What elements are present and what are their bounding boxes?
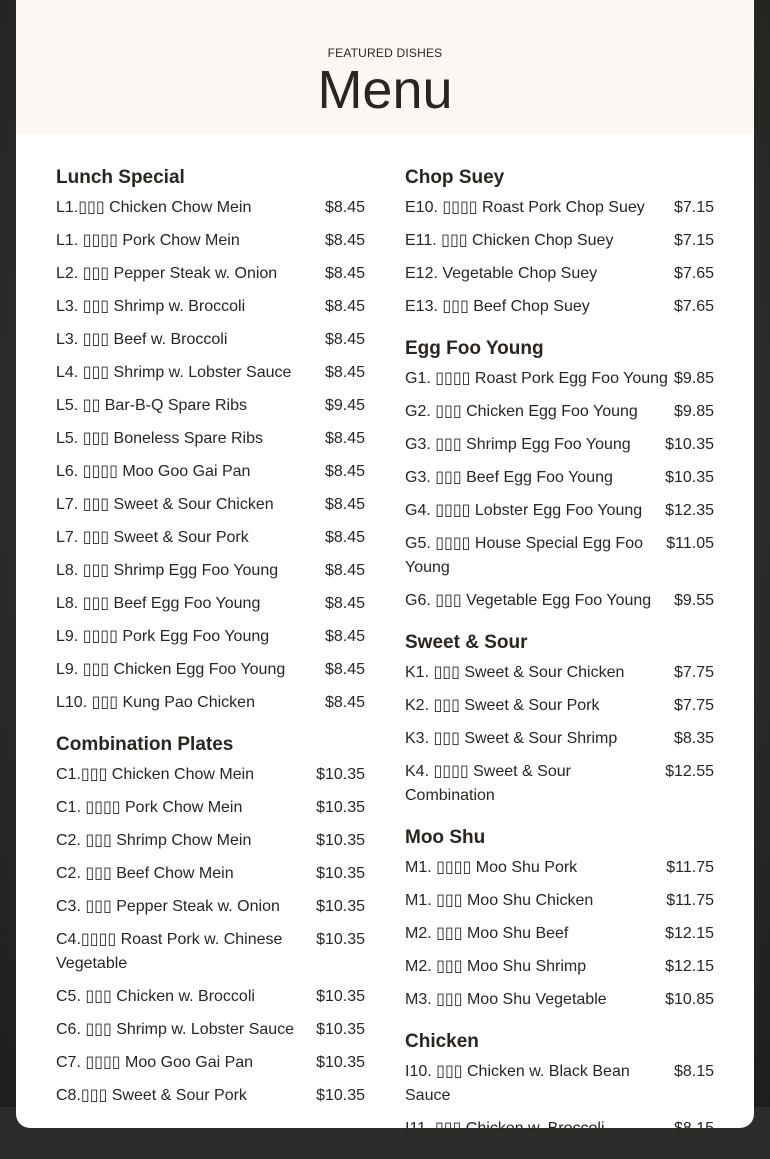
menu-item-name: M2. ▯▯▯ Moo Shu Beef [405, 925, 569, 942]
menu-item [56, 295, 365, 319]
menu-item [405, 400, 714, 424]
menu-item-name: I11. ▯▯▯ Chicken w. Broccoli [405, 1120, 605, 1137]
menu-item-name: C1.▯▯▯ Chicken Chow Mein [56, 766, 255, 783]
menu-item-price: $10.85 [665, 991, 714, 1008]
menu-item [405, 295, 714, 319]
menu-item [56, 559, 365, 583]
menu-item-price: $8.45 [324, 430, 365, 447]
menu-item-name: K2. ▯▯▯ Sweet & Sour Pork [405, 697, 600, 714]
menu-item-name: C6. ▯▯▯ Shrimp w. Lobster Sauce [56, 1021, 295, 1038]
menu-item-price: $8.45 [324, 661, 365, 678]
menu-item [405, 532, 714, 580]
menu-item-price: $10.35 [316, 1054, 365, 1071]
menu-item [56, 229, 365, 253]
menu-item-price: $10.35 [316, 1087, 365, 1104]
menu-item [56, 526, 365, 550]
menu-item [56, 895, 365, 919]
section-title: Chop Suey [405, 167, 505, 188]
menu-item [56, 763, 365, 787]
menu-item-name: G2. ▯▯▯ Chicken Egg Foo Young [405, 403, 638, 420]
menu-item-price: $8.45 [324, 199, 365, 216]
menu-item-price: $9.85 [673, 403, 714, 420]
menu-item [405, 262, 714, 286]
menu-item-name: L9. ▯▯▯ Chicken Egg Foo Young [56, 661, 286, 678]
section-title: Lunch Special [56, 167, 185, 188]
menu-item-name: C1. ▯▯▯▯ Pork Chow Mein [56, 799, 243, 816]
menu-item [56, 1084, 365, 1108]
menu-item-name: I10. ▯▯▯ Chicken w. Black Bean Sauce [405, 1063, 630, 1104]
menu-item [405, 229, 714, 253]
menu-item-price: $8.45 [324, 364, 365, 381]
menu-item-name: E11. ▯▯▯ Chicken Chop Suey [405, 232, 614, 249]
menu-item-name: L2. ▯▯▯ Pepper Steak w. Onion [56, 265, 278, 282]
menu-item-price: $7.65 [673, 298, 714, 315]
menu-item-price: $12.35 [665, 502, 714, 519]
menu-item-name: M1. ▯▯▯ Moo Shu Chicken [405, 892, 594, 909]
menu-item-name: K3. ▯▯▯ Sweet & Sour Shrimp [405, 730, 618, 747]
menu-item-price: $10.35 [316, 931, 365, 948]
menu-item [405, 589, 714, 613]
menu-item-price: $10.35 [665, 469, 714, 486]
menu-section-sweet-and-sour [405, 631, 714, 808]
menu-item-name: M2. ▯▯▯ Moo Shu Shrimp [405, 958, 587, 975]
menu-item [405, 988, 714, 1012]
menu-item-price: $8.45 [324, 265, 365, 282]
menu-item-name: L8. ▯▯▯ Beef Egg Foo Young [56, 595, 261, 612]
menu-item-name: C8.▯▯▯ Sweet & Sour Pork [56, 1087, 247, 1104]
menu-item-price: $8.45 [324, 595, 365, 612]
menu-item [56, 328, 365, 352]
menu-item [405, 922, 714, 946]
menu-item-price: $10.35 [316, 799, 365, 816]
menu-item [405, 760, 714, 808]
menu-item-name: G6. ▯▯▯ Vegetable Egg Foo Young [405, 592, 652, 609]
menu-item-name: L9. ▯▯▯▯ Pork Egg Foo Young [56, 628, 270, 645]
menu-item-name: E12. Vegetable Chop Suey [405, 265, 598, 282]
menu-item [56, 796, 365, 820]
menu-item-price: $10.35 [316, 766, 365, 783]
menu-item [56, 862, 365, 886]
menu-item-price: $10.35 [316, 832, 365, 849]
menu-item-name: L4. ▯▯▯ Shrimp w. Lobster Sauce [56, 364, 292, 381]
menu-item [56, 829, 365, 853]
menu-item [56, 394, 365, 418]
menu-item-price: $10.35 [665, 436, 714, 453]
menu-item [405, 1117, 714, 1141]
menu-item [405, 955, 714, 979]
menu-item-price: $8.15 [673, 1063, 714, 1080]
menu-item-name: C4.▯▯▯▯ Roast Pork w. Chinese Vegetable [56, 931, 283, 972]
page-title: Menu [317, 60, 453, 120]
menu-item [405, 466, 714, 490]
menu-item-price: $12.15 [665, 958, 714, 975]
menu-column-left [56, 166, 365, 1126]
menu-item-name: C5. ▯▯▯ Chicken w. Broccoli [56, 988, 255, 1005]
menu-item-price: $8.45 [324, 496, 365, 513]
menu-item-name: L1. ▯▯▯▯ Pork Chow Mein [56, 232, 240, 249]
menu-item [405, 856, 714, 880]
menu-item [405, 499, 714, 523]
menu-section-moo-shu [405, 826, 714, 1012]
menu-item-price: $8.45 [324, 562, 365, 579]
menu-item-price: $7.65 [673, 265, 714, 282]
menu-item-name: G3. ▯▯▯ Beef Egg Foo Young [405, 469, 613, 486]
menu-item-name: G5. ▯▯▯▯ House Special Egg Foo Young [405, 535, 643, 576]
menu-item-price: $8.45 [324, 529, 365, 546]
menu-item-price: $11.75 [666, 859, 714, 876]
menu-item [56, 1051, 365, 1075]
menu-item-name: E13. ▯▯▯ Beef Chop Suey [405, 298, 590, 315]
menu-item-name: G4. ▯▯▯▯ Lobster Egg Foo Young [405, 502, 643, 519]
menu-section-chop-suey [405, 166, 714, 319]
menu-item-name: K4. ▯▯▯▯ Sweet & Sour Combination [405, 763, 571, 804]
menu-item-name: L10. ▯▯▯ Kung Pao Chicken [56, 694, 255, 711]
menu-item-name: C2. ▯▯▯ Beef Chow Mein [56, 865, 234, 882]
menu-item-name: L1.▯▯▯ Chicken Chow Mein [56, 199, 252, 216]
menu-item [56, 493, 365, 517]
menu-item-price: $8.45 [324, 298, 365, 315]
menu-item-price: $11.75 [666, 892, 714, 909]
menu-item-price: $8.45 [324, 331, 365, 348]
menu-item [405, 661, 714, 685]
menu-card [16, 0, 754, 1137]
menu-item-name: G1. ▯▯▯▯ Roast Pork Egg Foo Young [405, 370, 668, 387]
menu-item-price: $8.45 [324, 694, 365, 711]
menu-item-name: L3. ▯▯▯ Shrimp w. Broccoli [56, 298, 246, 315]
menu-item-price: $11.05 [666, 535, 714, 552]
menu-item-name: L5. ▯▯▯ Boneless Spare Ribs [56, 430, 263, 447]
menu-item-price: $10.35 [316, 988, 365, 1005]
menu-section-lunch-special [56, 166, 365, 715]
menu-item [405, 196, 714, 220]
menu-item [56, 196, 365, 220]
menu-item-name: L7. ▯▯▯ Sweet & Sour Chicken [56, 496, 274, 513]
menu-item-price: $7.15 [673, 232, 714, 249]
menu-item-price: $12.55 [665, 763, 714, 780]
section-title: Moo Shu [405, 827, 486, 848]
menu-item [405, 433, 714, 457]
menu-item [56, 658, 365, 682]
menu-item-price: $9.85 [673, 370, 714, 387]
menu-item [405, 1060, 714, 1108]
menu-item-price: $12.15 [665, 925, 714, 942]
section-title: Sweet & Sour [405, 632, 528, 653]
menu-item-name: C7. ▯▯▯▯ Moo Goo Gai Pan [56, 1054, 254, 1071]
featured-dishes-label: FEATURED DISHES [327, 46, 443, 60]
menu-item-name: L6. ▯▯▯▯ Moo Goo Gai Pan [56, 463, 251, 480]
section-title: Chicken [405, 1031, 479, 1052]
menu-item [405, 889, 714, 913]
menu-item-name: L7. ▯▯▯ Sweet & Sour Pork [56, 529, 249, 546]
menu-item [56, 460, 365, 484]
menu-item [56, 592, 365, 616]
menu-item [56, 361, 365, 385]
menu-item-name: G3. ▯▯▯ Shrimp Egg Foo Young [405, 436, 631, 453]
menu-item-price: $7.75 [673, 697, 714, 714]
menu-column-right [405, 166, 714, 1159]
menu-item-price: $10.35 [316, 898, 365, 915]
menu-item [56, 691, 365, 715]
section-title: Combination Plates [56, 734, 234, 755]
menu-item-price: $9.55 [673, 592, 714, 609]
menu-header [16, 0, 754, 134]
menu-item-price: $7.15 [673, 199, 714, 216]
menu-item [405, 727, 714, 751]
menu-item-price: $8.45 [324, 628, 365, 645]
menu-item-price: $10.35 [316, 1021, 365, 1038]
menu-item [56, 427, 365, 451]
menu-item-price: $7.75 [673, 664, 714, 681]
menu-item-name: C3. ▯▯▯ Pepper Steak w. Onion [56, 898, 280, 915]
section-title: Egg Foo Young [405, 338, 544, 359]
menu-item-price: $8.15 [673, 1120, 714, 1137]
menu-item [56, 1018, 365, 1042]
menu-item-name: C2. ▯▯▯ Shrimp Chow Mein [56, 832, 252, 849]
menu-item [56, 985, 365, 1009]
menu-section-combination-plates [56, 733, 365, 1108]
menu-item-name: L3. ▯▯▯ Beef w. Broccoli [56, 331, 228, 348]
menu-item-name: E10. ▯▯▯▯ Roast Pork Chop Suey [405, 199, 645, 216]
menu-item-price: $8.35 [673, 730, 714, 747]
menu-item-name: L5. ▯▯ Bar-B-Q Spare Ribs [56, 397, 248, 414]
menu-section-chicken [405, 1030, 714, 1141]
menu-item [56, 625, 365, 649]
menu-item-name: L8. ▯▯▯ Shrimp Egg Foo Young [56, 562, 279, 579]
menu-item-price: $8.45 [324, 232, 365, 249]
menu-item-price: $10.35 [316, 865, 365, 882]
menu-section-egg-foo-young [405, 337, 714, 613]
menu-item-name: M3. ▯▯▯ Moo Shu Vegetable [405, 991, 607, 1008]
menu-item [405, 694, 714, 718]
menu-item-name: K1. ▯▯▯ Sweet & Sour Chicken [405, 664, 625, 681]
menu-item-name: M1. ▯▯▯▯ Moo Shu Pork [405, 859, 578, 876]
menu-item-price: $8.45 [324, 463, 365, 480]
menu-item-price: $9.45 [324, 397, 365, 414]
menu-item [56, 262, 365, 286]
menu-item [405, 367, 714, 391]
menu-item [56, 928, 365, 976]
